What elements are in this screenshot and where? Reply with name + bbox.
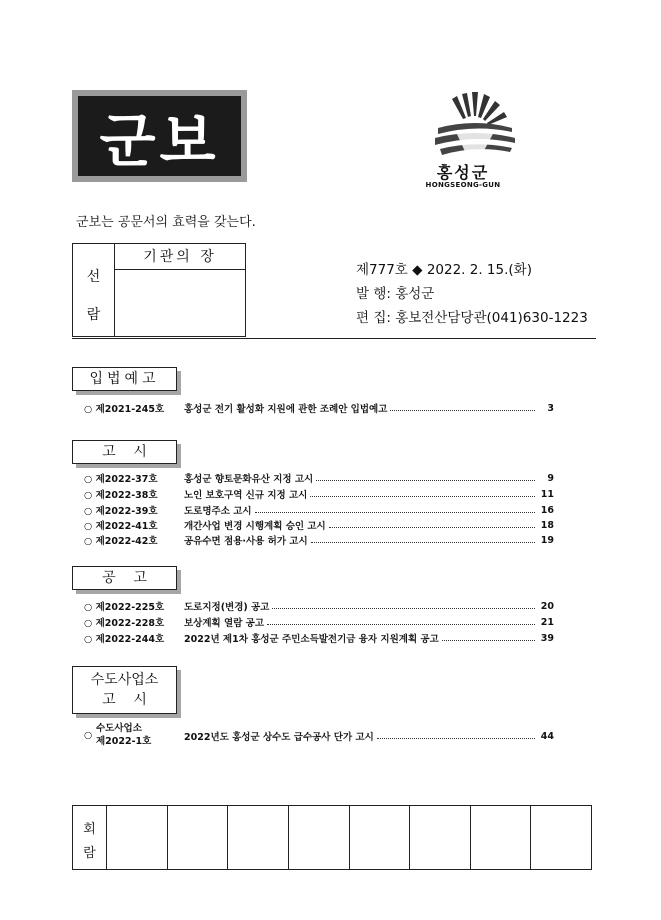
signature-cell[interactable] <box>289 806 350 869</box>
list-item[interactable]: ○ 제2022-225호 도로지정(변경) 공고 20 <box>84 600 554 613</box>
list-item[interactable]: ○ 수도사업소 제2022-1호 2022년도 홍성군 상수도 급수공사 단가 고시 44 <box>84 723 554 747</box>
intro-text: 군보는 공문서의 효력을 갖는다. <box>76 215 256 230</box>
list-item[interactable]: ○ 제2022-228호 보상계획 열람 공고 21 <box>84 616 554 629</box>
circle-bullet-icon: ○ <box>84 730 93 741</box>
logo-english-name: HONGSEONG-GUN <box>425 181 501 189</box>
list-item[interactable]: ○ 제2022-39호 도로명주소 고시 16 <box>84 504 554 517</box>
review-label-top: 선 <box>86 269 101 285</box>
divider <box>72 338 596 339</box>
section-header-legislation: 입법예고 <box>72 367 177 391</box>
list-item[interactable]: ○ 제2022-41호 개간사업 변경 시행계획 승인 고시 18 <box>84 519 554 532</box>
page-title: 군보 <box>78 96 241 176</box>
title-block <box>72 90 247 182</box>
signature-cell[interactable] <box>107 806 168 869</box>
issue-number-date: 제777호 ◆ 2022. 2. 15.(화) <box>356 262 532 278</box>
circulation-label: 회 람 <box>73 806 107 869</box>
list-item[interactable]: ○ 제2022-42호 공유수면 점용·사용 허가 고시 19 <box>84 534 554 547</box>
circulation-box <box>72 805 592 870</box>
list-item[interactable]: ○ 제2021-245호 홍성군 전기 활성화 지원에 관한 조례안 입법예고 3 <box>84 402 554 415</box>
agency-head-label: 기관의 장 <box>115 244 245 270</box>
signature-cell[interactable] <box>228 806 289 869</box>
logo-name: 홍성군 <box>436 163 490 182</box>
list-item[interactable]: ○ 제2022-38호 노인 보호구역 신규 지정 고시 11 <box>84 488 554 501</box>
review-label-bottom: 람 <box>86 307 101 323</box>
list-item[interactable]: ○ 제2022-37호 홍성군 향토문화유산 지정 고시 9 <box>84 472 554 485</box>
section-header-announcement: 공 고 <box>72 566 177 590</box>
editor: 편 집: 홍보전산담당관(041)630-1223 <box>356 310 588 326</box>
publisher: 발 행: 홍성군 <box>356 286 435 302</box>
list-item[interactable]: ○ 제2022-244호 2022년 제1차 홍성군 주민소득발전기금 융자 지원계획 공고 39 <box>84 632 554 645</box>
signature-cell[interactable] <box>531 806 591 869</box>
section-header-water-works: 수도사업소 고 시 <box>72 666 177 714</box>
signature-cell[interactable] <box>410 806 471 869</box>
review-box <box>72 243 246 337</box>
signature-cell[interactable] <box>168 806 229 869</box>
signature-cell[interactable] <box>350 806 411 869</box>
section-header-notice: 고 시 <box>72 440 177 464</box>
review-side-label <box>73 244 115 336</box>
signature-cell[interactable] <box>471 806 532 869</box>
